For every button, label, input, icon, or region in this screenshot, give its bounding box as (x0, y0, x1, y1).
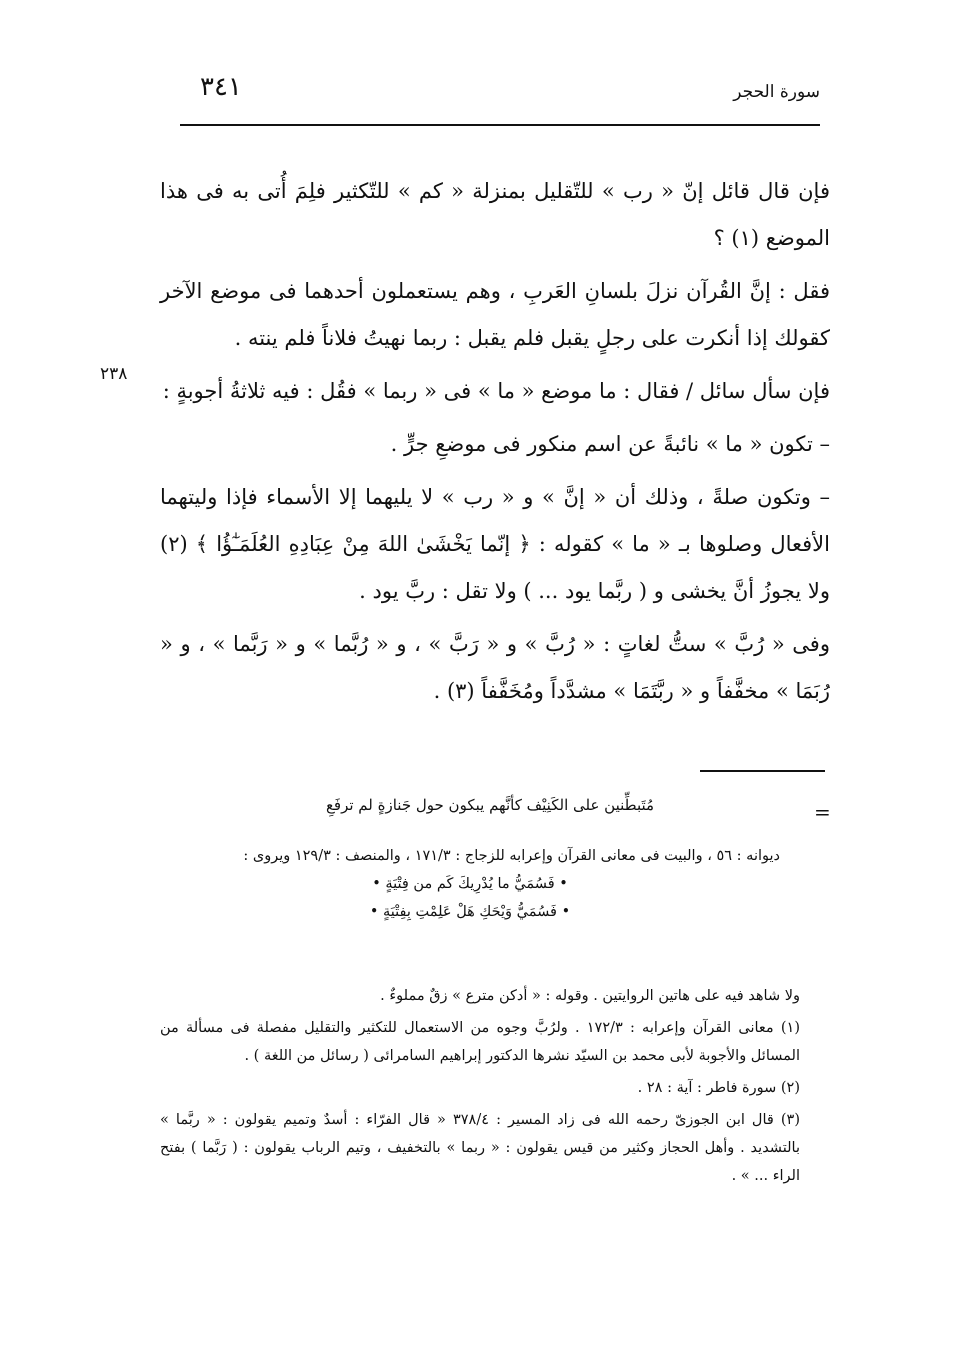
paragraph: فقل : إنَّ القُرآن نزلَ بلسانِ العَربِ ، وهم يستعملون أحدهما فى موضع الآخر كقولك إذا أنكرت على رجلٍ يقبل فلم يقبل : ربما نهيتُ فلاناً فلم ينته . (160, 279, 830, 350)
footnote-variant: • فَسُمَيُّ وَيْحَكِ هَلْ عَلِمْتِ بِفِتْيَةٍ • (369, 904, 571, 920)
main-text (160, 168, 830, 721)
paragraph: فإن قال قائل إنّ « رب » للتّقليل بمنزلة « كم » للتّكثير فلِمَ أُتى به فى هذا الموضع (١) ؟ (160, 179, 830, 250)
paragraph: وفى « رُبَّ » ستُّ لغاتٍ : « رُبَّ » و « رَبَّ » ، و « رُبَّما » و « رَبَّما » ، و « رُبَمَا » مخفَّفاً و « ربَّتَمَا » مشدَّداً ومُخَفَّفاً (٣) . (160, 632, 830, 703)
footnote-2: (٢) سورة فاطر : آية : ٢٨ . (637, 1080, 800, 1096)
footnote-line: ديوانه : ٥٦ ، والبيت فى معانى القرآن وإعرابه للزجاج : ١٧١/٣ ، والمنصف : ١٢٩/٣ ويروى : (243, 848, 780, 864)
continuation-mark: = (814, 800, 831, 824)
page-header (180, 70, 820, 110)
page-number: ٣٤١ (200, 72, 242, 102)
paragraph: – وتكون صلةً ، وذلك أن « إنَّ » و « رب » لا يليهما إلا الأسماء فإذا وليتهما الأفعال وصلوها بـ « ما » كقوله : ﴿ إنّما يَخْشَىٰ اللهَ مِنْ عِبَادِهِ العُلَمَـٰٓؤُا ﴾ (٢) ولا يجوزُ أنَّ يخشى و ( ربَّما يود ... ) ولا تقل : ربَّ يود . (160, 485, 830, 603)
footnote-continuation (160, 842, 780, 926)
header-rule (180, 124, 820, 126)
surah-title: سورة الحجر (733, 82, 820, 102)
footnote-3: (٣) قال ابن الجوزىّ رحمه الله فى زاد المسير : ٣٧٨/٤ « قال الفرّاء : أسدٌ وتميم يقولون : « ربَّما » بالتشديد . وأهل الحجاز وكثير من قيس يقولون : « ربما » بالتخفيف ، وتيم الرباب يقولون : ( رَبَّما ) بفتح الراء ... » . (160, 1112, 800, 1184)
footnote-verse: مُتَبطِّنين على الكَنِيْف كأنَّهم يبكون حول جَنازةٍ لم ترفَعِ (325, 796, 655, 814)
footnote-1: (١) معانى القرآن وإعرابه : ١٧٢/٣ . ولرُبَّ وجوه من الاستعمال للتكثير والتقليل مفصلة فى مسألة من المسائل والأجوبة لأبى محمد بن السيّد نشرها الدكتور إبراهيم السامرائى ( رسائل من اللغة ) . (160, 1020, 800, 1064)
paragraph: فإن سأل سائل / فقال : ما موضع « ما » فى « ربما » فقُل : فيه ثلاثةُ أجوبةٍ : (162, 379, 830, 403)
footnotes (160, 982, 800, 1194)
footnote-line: ولا شاهد فيه على هاتين الروايتين . وقوله : « أدكن مترع » زقٌ مملوءٌ . (380, 988, 800, 1004)
footnote-rule (700, 770, 825, 772)
paragraph: – تكون « ما » نائبةً عن اسم منكور فى موضعِ جرٍّ . (390, 432, 830, 456)
footnote-variant: • فَسُمَيُّ ما يُدْرِيكَ كَم من فِتْيَةٍ • (372, 876, 568, 892)
margin-number: ٢٣٨ (100, 364, 128, 384)
